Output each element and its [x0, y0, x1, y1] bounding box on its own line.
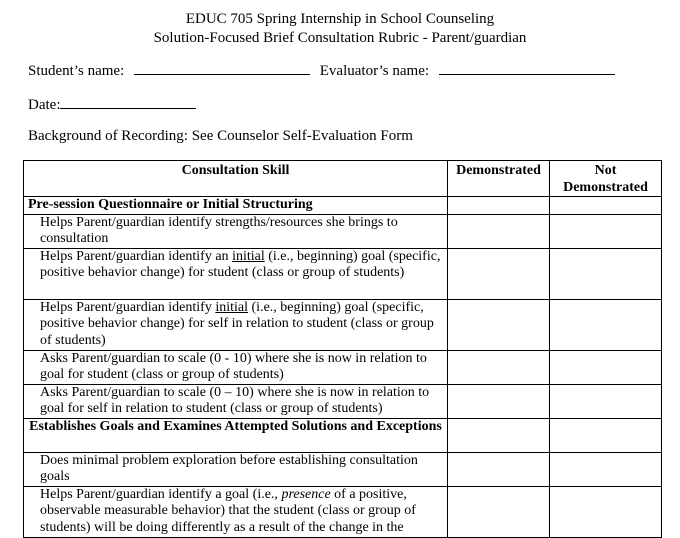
section-heading-pre-session: Pre-session Questionnaire or Initial Structuring: [24, 197, 448, 215]
skill-row-text: Helps Parent/guardian identify initial (i.e., beginning) goal (specific, positive behavior change) for self in relation to student (class or group of students): [24, 299, 448, 350]
not-demonstrated-cell[interactable]: [550, 384, 662, 418]
demonstrated-cell[interactable]: [448, 418, 550, 452]
date-label: Date:: [28, 97, 61, 113]
skill-row-text: Asks Parent/guardian to scale (0 – 10) where she is now in relation to goal for self in relation to student (class or group of students): [24, 384, 448, 418]
not-demonstrated-cell[interactable]: [550, 486, 662, 537]
document-subtitle: Solution-Focused Brief Consultation Rubric - Parent/guardian: [153, 30, 527, 46]
demonstrated-cell[interactable]: [448, 486, 550, 537]
evaluator-name-label: Evaluator’s name:: [319, 63, 430, 79]
header-demonstrated: Demonstrated: [448, 161, 550, 197]
document-title: EDUC 705 Spring Internship in School Counseling: [185, 11, 495, 27]
skill-row-text: Helps Parent/guardian identify strengths/resources she brings to consultation: [24, 214, 448, 248]
demonstrated-cell[interactable]: [448, 214, 550, 248]
date-line: [28, 94, 196, 114]
demonstrated-cell[interactable]: [448, 248, 550, 299]
header-not-demonstrated: Not Demonstrated: [550, 161, 662, 197]
skill-row-text: Does minimal problem exploration before establishing consultation goals: [24, 452, 448, 486]
not-demonstrated-cell[interactable]: [550, 214, 662, 248]
header-consultation-skill: Consultation Skill: [24, 161, 448, 197]
not-demonstrated-cell[interactable]: [550, 299, 662, 350]
not-demonstrated-cell[interactable]: [550, 197, 662, 215]
not-demonstrated-cell[interactable]: [550, 452, 662, 486]
demonstrated-cell[interactable]: [448, 350, 550, 384]
section-heading-goals: Establishes Goals and Examines Attempted Solutions and Exceptions: [24, 418, 448, 452]
skill-row-text: Asks Parent/guardian to scale (0 - 10) where she is now in relation to goal for student (class or group of students): [24, 350, 448, 384]
skill-row-text: Helps Parent/guardian identify an initial (i.e., beginning) goal (specific, positive behavior change) for student (class or group of students): [24, 248, 448, 299]
not-demonstrated-cell[interactable]: [550, 418, 662, 452]
not-demonstrated-cell[interactable]: [550, 248, 662, 299]
background-line: Background of Recording: See Counselor Self-Evaluation Form: [28, 128, 413, 144]
student-name-blank[interactable]: [134, 60, 310, 75]
name-fields-line: [28, 60, 615, 80]
not-demonstrated-cell[interactable]: [550, 350, 662, 384]
demonstrated-cell[interactable]: [448, 299, 550, 350]
demonstrated-cell[interactable]: [448, 452, 550, 486]
student-name-label: Student’s name:: [28, 63, 125, 79]
evaluator-name-blank[interactable]: [439, 60, 615, 75]
demonstrated-cell[interactable]: [448, 384, 550, 418]
rubric-table: [23, 160, 662, 538]
skill-row-text: Helps Parent/guardian identify a goal (i.e., presence of a positive, observable measurable behavior) that the student (class or group of students) will be doing differently as a result of the change in the: [24, 486, 448, 537]
demonstrated-cell[interactable]: [448, 197, 550, 215]
date-blank[interactable]: [60, 94, 196, 109]
